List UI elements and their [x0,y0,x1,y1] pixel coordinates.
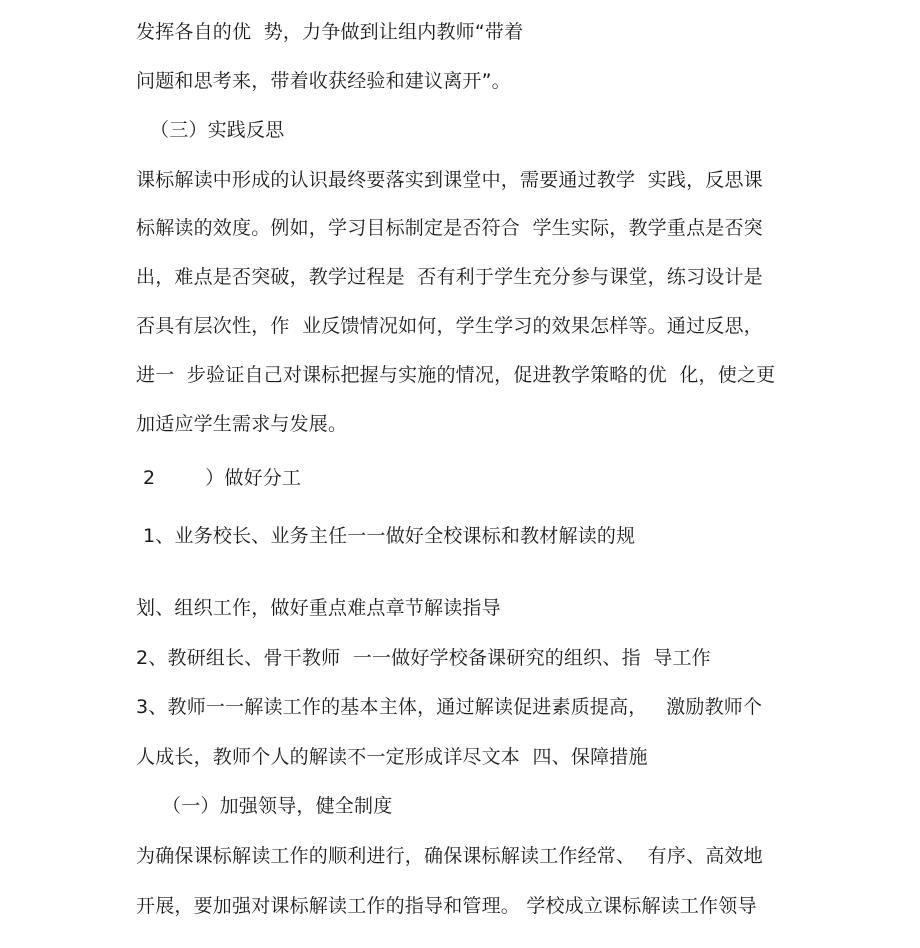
paragraph-line: 课标解读中形成的认识最终要落实到课堂中，需要通过教学 实践，反思课 [136,169,763,191]
section-heading: （三）实践反思 [150,119,285,141]
list-item: 3、教师一一解读工作的基本主体，通过解读促进素质提高， 激励教师个 [136,696,763,718]
paragraph-line: 标解读的效度。例如，学习目标制定是否符合 学生实际，教学重点是否突 [136,217,763,239]
paragraph-line: 为确保课标解读工作的顺利进行，确保课标解读工作经常、 有序、高效地 [136,845,763,867]
paragraph-line: 进一 步验证自己对课标把握与实施的情况，促进教学策略的优 化，使之更 [136,364,776,386]
paragraph-line: 问题和思考来，带着收获经验和建议离开”。 [136,70,511,92]
list-item: 1、业务校长、业务主任一一做好全校课标和教材解读的规 [143,525,636,547]
list-item-continuation: 人成长，教师个人的解读不一定形成详尽文本 四、保障措施 [136,746,648,768]
paragraph-line: 否具有层次性，作 业反馈情况如何，学生学习的效果怎样等。通过反思， [136,315,763,337]
section-heading: （一）加强领导，健全制度 [162,795,393,817]
paragraph-line: 加适应学生需求与发展。 [136,413,348,435]
paragraph-line: 发挥各自的优 势，力争做到让组内教师“带着 [136,21,524,43]
section-heading: 2 ）做好分工 [143,467,302,489]
paragraph-line: 出，难点是否突破，教学过程是 否有利于学生充分参与课堂，练习设计是 [136,266,763,288]
paragraph-line: 开展，要加强对课标解读工作的指导和管理。 学校成立课标解读工作领导 [136,895,757,917]
list-item: 2、教研组长、骨干教师 一一做好学校备课研究的组织、指 导工作 [136,647,711,669]
list-item-continuation: 划、组织工作，做好重点难点章节解读指导 [136,597,501,619]
